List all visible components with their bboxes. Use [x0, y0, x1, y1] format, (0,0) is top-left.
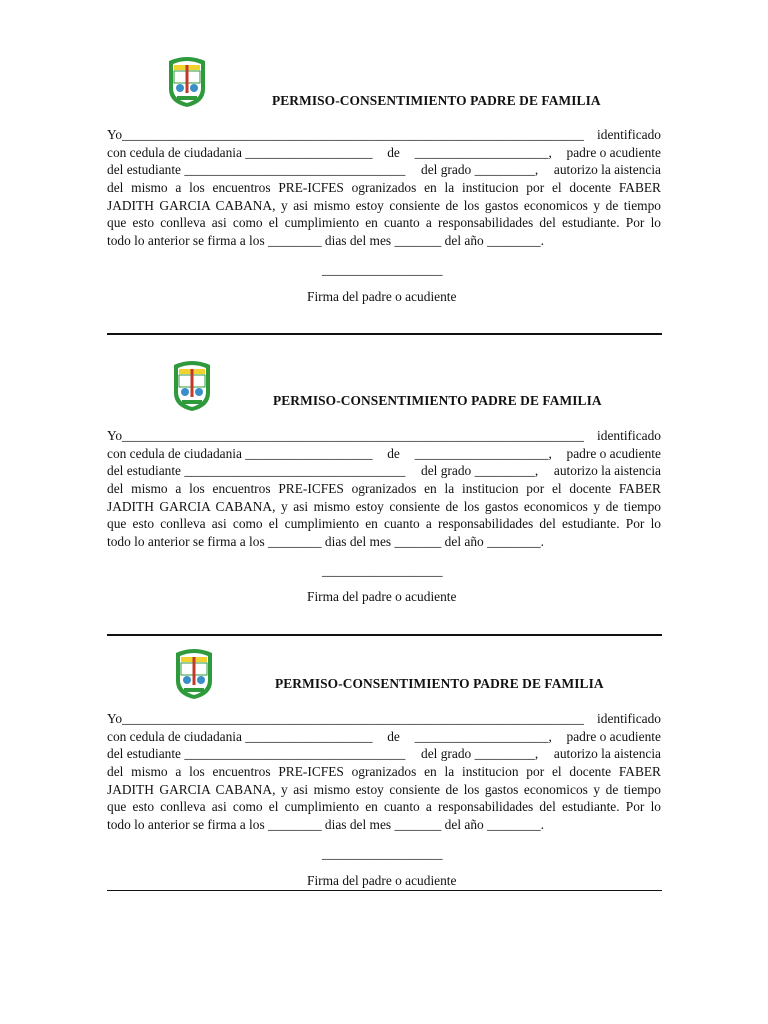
form-text: autorizo la aistencia: [553, 463, 661, 479]
school-crest-icon: [172, 647, 216, 701]
divider-rule: [107, 890, 662, 891]
divider-rule: [107, 634, 662, 636]
form-text: ____________________,: [414, 445, 552, 461]
form-text: padre o acudiente: [566, 445, 661, 461]
form-line: [107, 462, 661, 480]
form-text: del grado _________,: [421, 746, 539, 762]
signature-line[interactable]: __________________: [322, 262, 443, 277]
school-crest-icon: [165, 55, 209, 109]
form-line: [107, 498, 661, 516]
signature-label: Firma del padre o acudiente: [307, 289, 457, 304]
form-title: PERMISO-CONSENTIMIENTO PADRE DE FAMILIA: [275, 676, 604, 691]
form-line: [107, 197, 661, 215]
form-line: [107, 214, 661, 232]
form-body: [107, 710, 661, 834]
form-line: [107, 445, 661, 463]
form-line: [107, 710, 661, 728]
form-text: de: [387, 144, 400, 160]
form-text: del mismo a los encuentros PRE-ICFES ogranizados en la institucion por el docente FABER: [107, 481, 661, 497]
form-text: del estudiante _________________________________: [107, 746, 406, 762]
form-line: [107, 427, 661, 445]
form-line: [107, 161, 661, 179]
form-text: de: [387, 445, 400, 461]
form-text: autorizo la aistencia: [553, 746, 661, 762]
form-text: padre o acudiente: [566, 728, 661, 744]
form-line: [107, 533, 661, 551]
form-text: padre o acudiente: [566, 144, 661, 160]
form-line: [107, 144, 661, 162]
signature-line[interactable]: __________________: [322, 846, 443, 861]
form-text: Yo_____________________________________________________________________: [107, 711, 585, 726]
form-line: [107, 798, 661, 816]
form-title: PERMISO-CONSENTIMIENTO PADRE DE FAMILIA: [272, 93, 601, 108]
signature-label: Firma del padre o acudiente: [307, 873, 457, 888]
form-line: [107, 179, 661, 197]
form-text: con cedula de ciudadania ___________________: [107, 144, 373, 160]
form-text: con cedula de ciudadania ___________________: [107, 728, 373, 744]
form-title: PERMISO-CONSENTIMIENTO PADRE DE FAMILIA: [273, 393, 602, 408]
form-text: del estudiante _________________________________: [107, 463, 406, 479]
form-text: Yo_____________________________________________________________________: [107, 127, 585, 142]
form-text: identificado: [597, 127, 661, 142]
form-text: Yo_____________________________________________________________________: [107, 428, 585, 443]
form-text: que esto conlleva asi como el cumplimiento en cuanto a responsabilidades del estudiante. Por lo: [107, 215, 661, 231]
form-text: autorizo la aistencia: [553, 162, 661, 178]
form-text: identificado: [597, 428, 661, 443]
form-line: [107, 816, 661, 834]
form-text: del grado _________,: [421, 463, 539, 479]
form-text: del mismo a los encuentros PRE-ICFES ogranizados en la institucion por el docente FABER: [107, 180, 661, 196]
school-crest-icon: [170, 359, 214, 413]
form-line: [107, 763, 661, 781]
form-line: [107, 781, 661, 799]
form-text: todo lo anterior se firma a los ________ dias del mes _______ del año ________.: [107, 233, 544, 249]
form-text: ____________________,: [414, 144, 552, 160]
form-text: JADITH GARCIA CABANA, y asi mismo estoy consiente de los gastos economicos y de tiempo: [107, 498, 661, 514]
form-text: del mismo a los encuentros PRE-ICFES ogranizados en la institucion por el docente FABER: [107, 764, 661, 780]
form-body: [107, 126, 661, 250]
form-body: [107, 427, 661, 551]
form-text: todo lo anterior se firma a los ________ dias del mes _______ del año ________.: [107, 534, 544, 550]
form-text: JADITH GARCIA CABANA, y asi mismo estoy consiente de los gastos economicos y de tiempo: [107, 197, 661, 213]
form-text: JADITH GARCIA CABANA, y asi mismo estoy consiente de los gastos economicos y de tiempo: [107, 781, 661, 797]
signature-line[interactable]: __________________: [322, 563, 443, 578]
form-text: que esto conlleva asi como el cumplimiento en cuanto a responsabilidades del estudiante. Por lo: [107, 799, 661, 815]
signature-label: Firma del padre o acudiente: [307, 589, 457, 604]
form-text: que esto conlleva asi como el cumplimiento en cuanto a responsabilidades del estudiante. Por lo: [107, 516, 661, 532]
form-text: del estudiante _________________________________: [107, 162, 406, 178]
form-line: [107, 515, 661, 533]
form-text: del grado _________,: [421, 162, 539, 178]
form-line: [107, 728, 661, 746]
divider-rule: [107, 333, 662, 335]
form-line: [107, 126, 661, 144]
form-line: [107, 745, 661, 763]
form-text: identificado: [597, 711, 661, 726]
form-text: con cedula de ciudadania ___________________: [107, 445, 373, 461]
form-text: todo lo anterior se firma a los ________ dias del mes _______ del año ________.: [107, 817, 544, 833]
form-line: [107, 480, 661, 498]
form-text: ____________________,: [414, 728, 552, 744]
form-text: de: [387, 728, 400, 744]
form-line: [107, 232, 661, 250]
